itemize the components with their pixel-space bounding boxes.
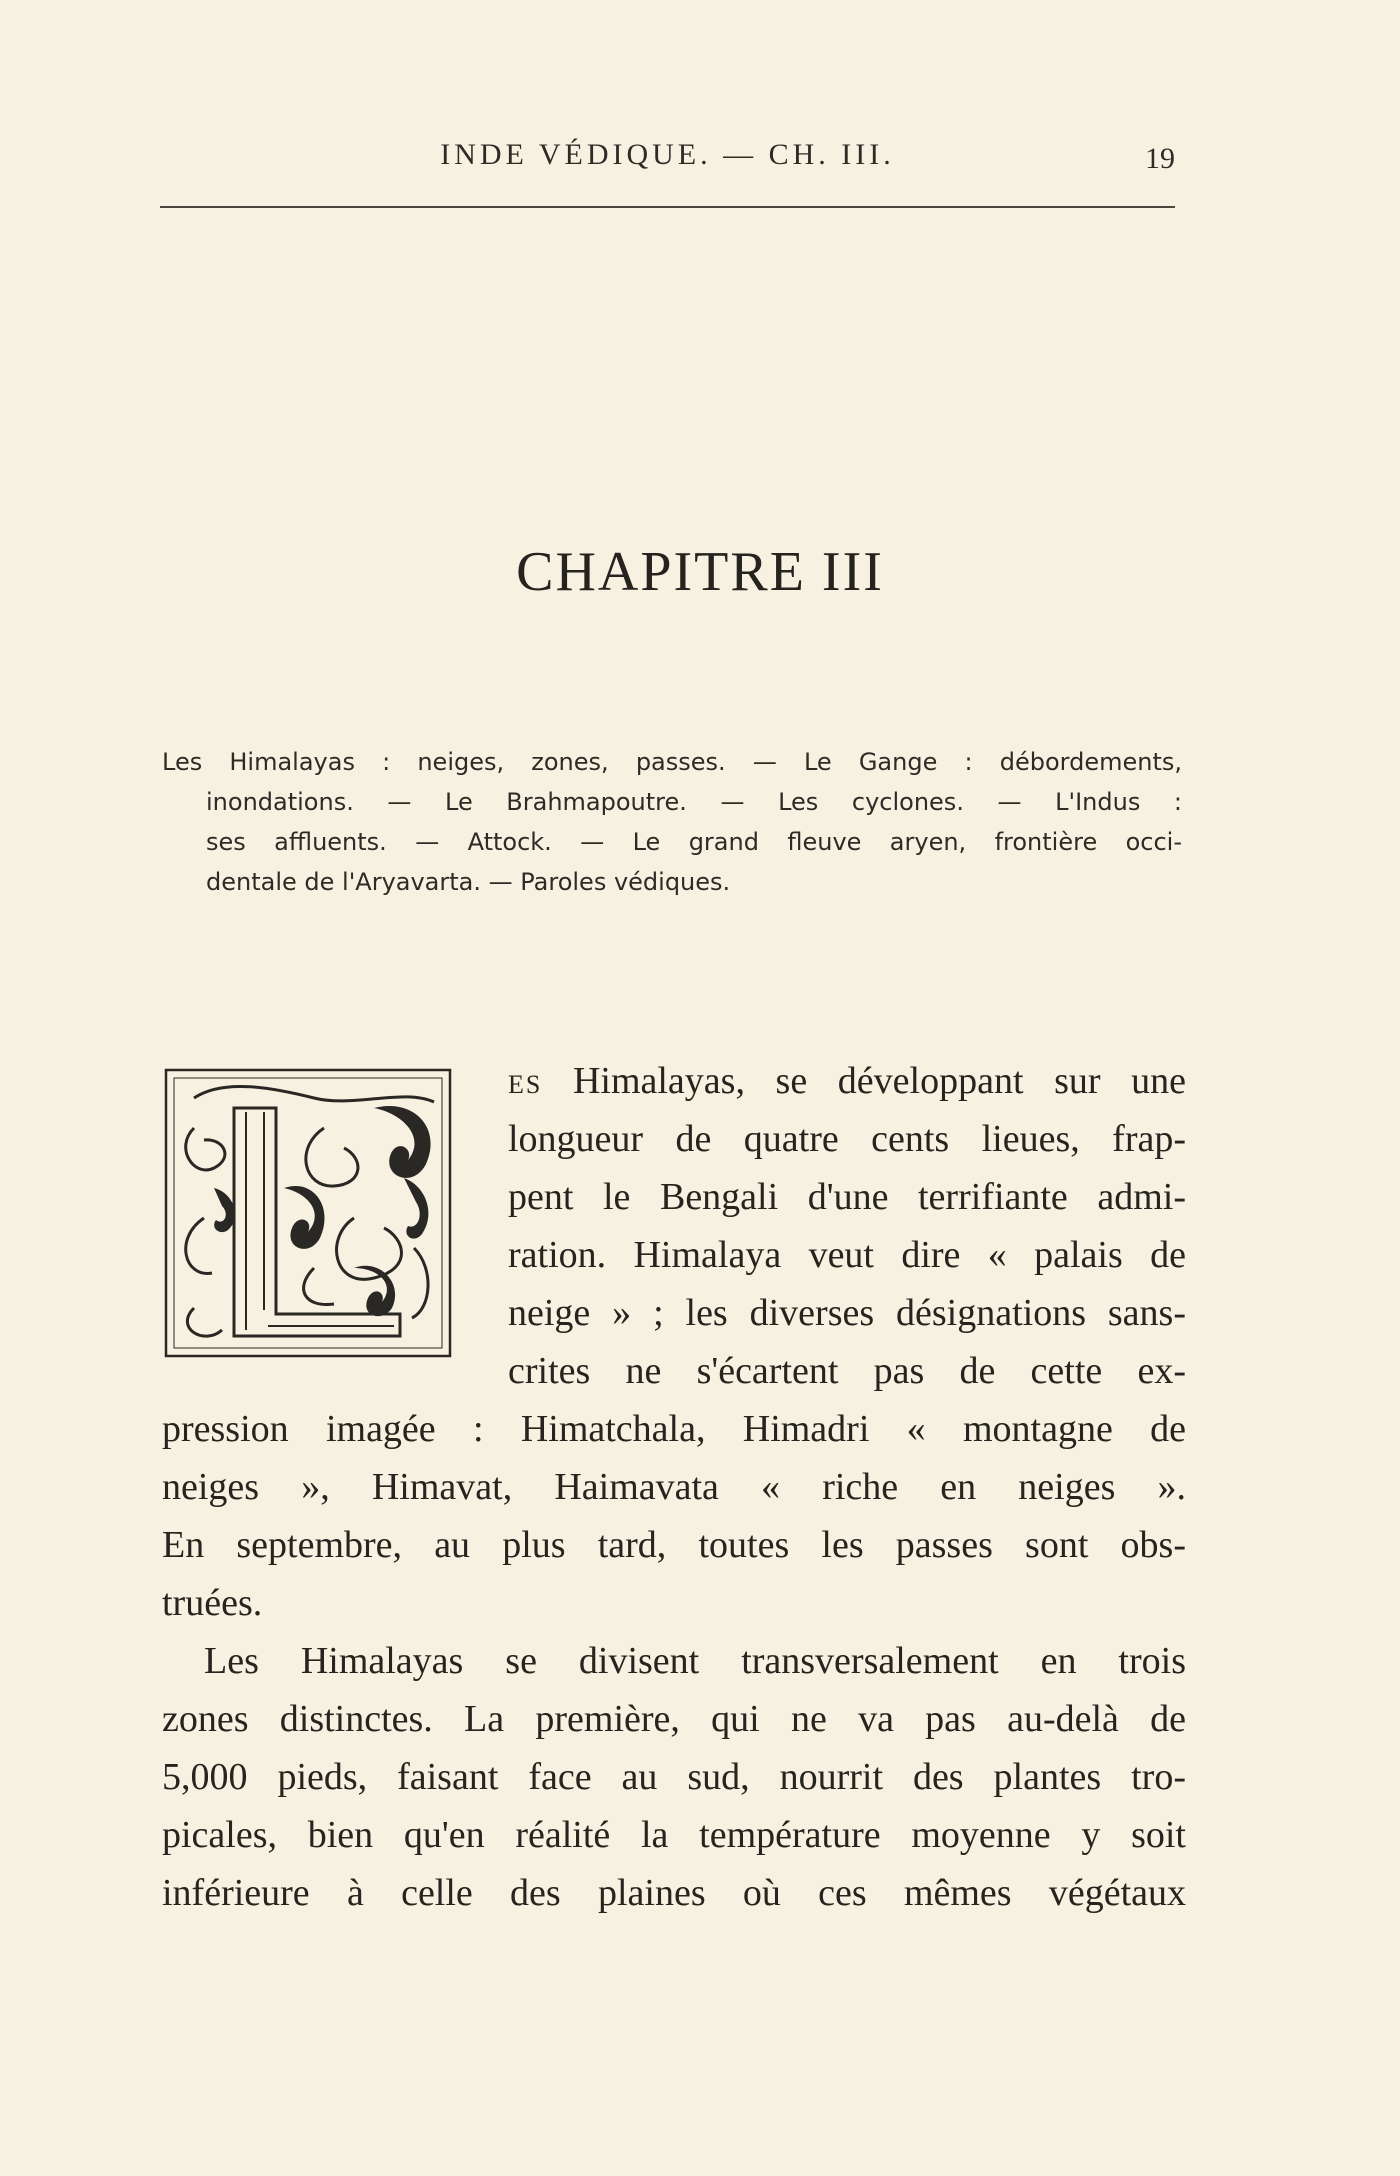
body-line: longueur de quatre cents lieues, frap- bbox=[508, 1118, 1186, 1160]
body-line: truées. bbox=[162, 1582, 263, 1624]
body-line: crites ne s'écartent pas de cette ex- bbox=[508, 1350, 1186, 1392]
chapter-title: CHAPITRE III bbox=[516, 541, 884, 603]
running-header bbox=[160, 138, 1175, 180]
running-title: INDE VÉDIQUE. — CH. III. bbox=[440, 138, 895, 171]
body-line: pression imagée : Himatchala, Himadri « montagne de bbox=[162, 1408, 1186, 1450]
body-line: ration. Himalaya veut dire « palais de bbox=[508, 1234, 1186, 1276]
body-line: neige » ; les diverses désignations sans- bbox=[508, 1292, 1186, 1334]
body-line-text: Himalayas, se développant sur une bbox=[542, 1060, 1186, 1102]
body-line: Les Himalayas se divisent transversalement en trois bbox=[204, 1640, 1186, 1682]
body-line: En septembre, au plus tard, toutes les passes sont obs- bbox=[162, 1524, 1186, 1566]
header-rule bbox=[160, 206, 1175, 208]
page-number: 19 bbox=[1145, 142, 1175, 175]
body-line: pent le Bengali d'une terrifiante admi- bbox=[508, 1176, 1186, 1218]
body-line: zones distinctes. La première, qui ne va pas au-delà de bbox=[162, 1698, 1186, 1740]
body-line: inférieure à celle des plaines où ces mêmes végétaux bbox=[162, 1872, 1186, 1914]
smallcaps-opening: ES bbox=[508, 1070, 543, 1099]
body-line: 5,000 pieds, faisant face au sud, nourrit des plantes tro- bbox=[162, 1756, 1186, 1798]
chapter-summary bbox=[162, 742, 1182, 902]
body-line: neiges », Himavat, Haimavata « riche en neiges ». bbox=[162, 1466, 1186, 1508]
summary-line: Les Himalayas : neiges, zones, passes. — Le Gange : débordements, bbox=[162, 748, 1182, 776]
body-line: picales, bien qu'en réalité la température moyenne y soit bbox=[162, 1814, 1186, 1856]
ornamental-dropcap-l bbox=[164, 1068, 452, 1358]
summary-line: ses affluents. — Attock. — Le grand fleuve aryen, frontière occi- bbox=[206, 828, 1182, 856]
summary-line: inondations. — Le Brahmapoutre. — Les cyclones. — L'Indus : bbox=[206, 788, 1182, 816]
body-line bbox=[508, 1052, 1186, 1114]
summary-line: dentale de l'Aryavarta. — Paroles védiques. bbox=[206, 868, 731, 896]
